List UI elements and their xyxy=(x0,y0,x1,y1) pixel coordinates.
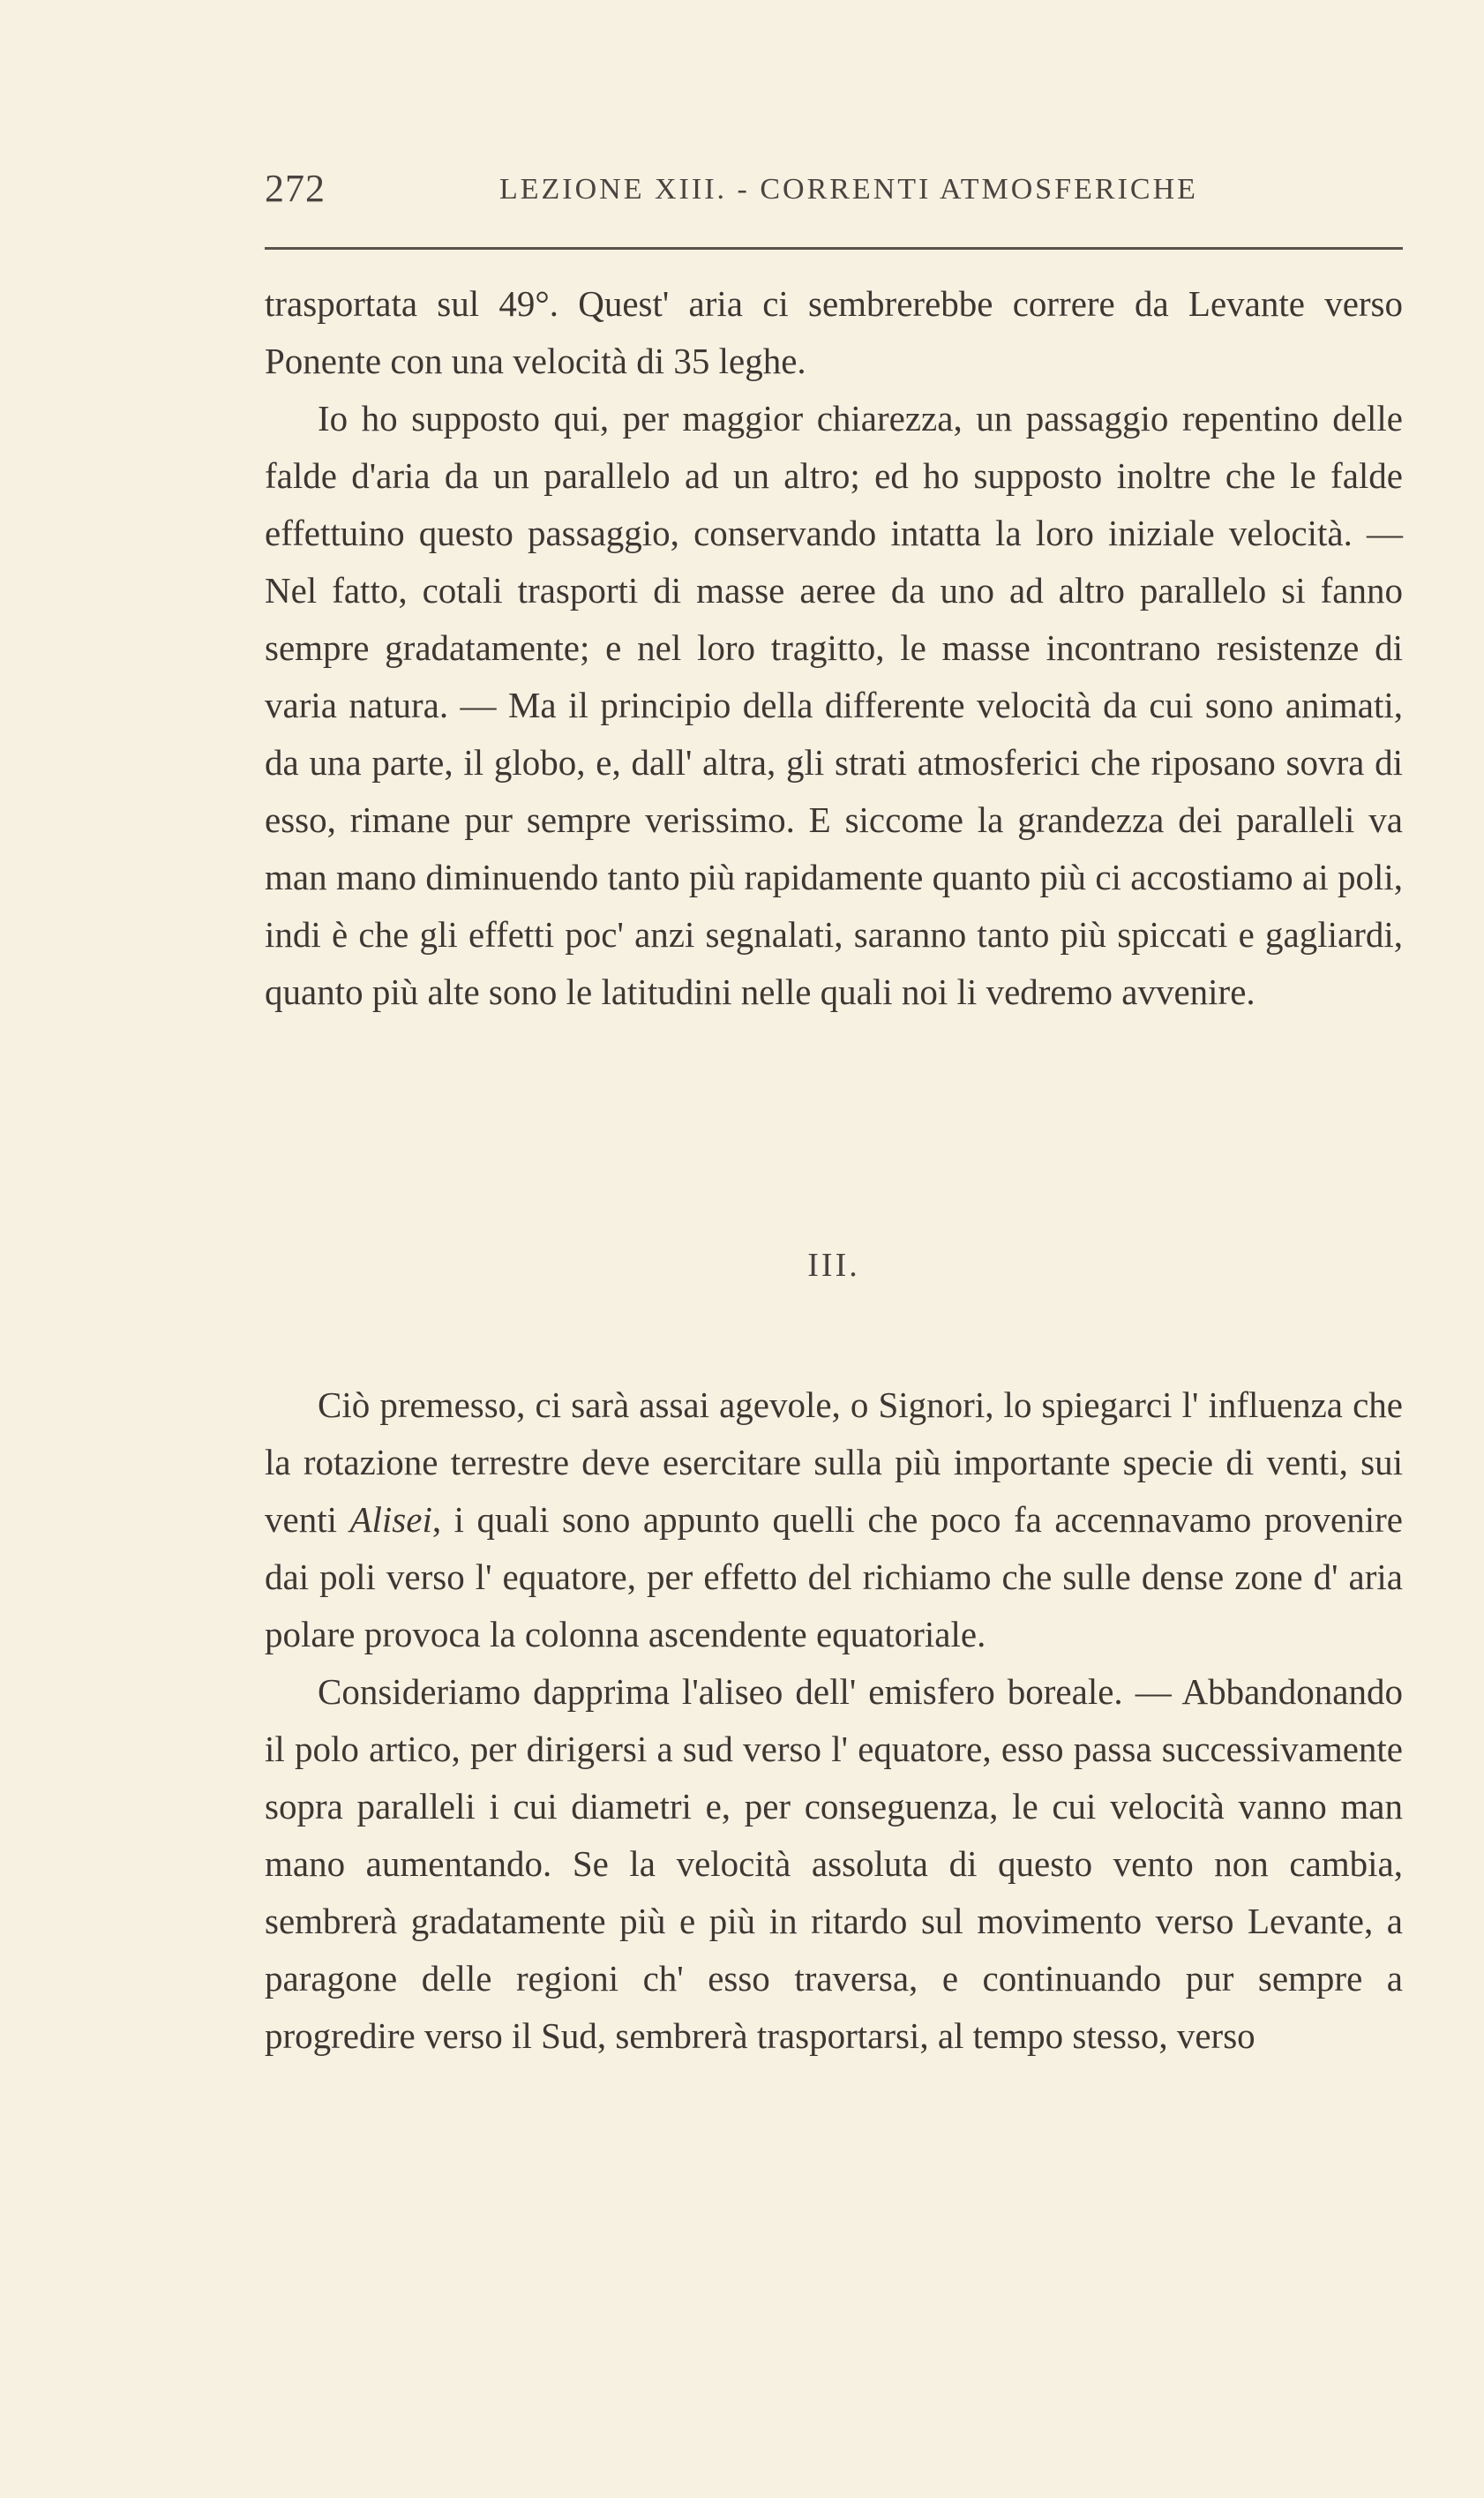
italic-term: Alisei xyxy=(349,1499,432,1540)
text-block-2 xyxy=(265,1377,1403,2065)
paragraph xyxy=(265,1377,1403,1663)
section-heading: III. xyxy=(807,1247,860,1284)
paragraph-text: Ciò premesso, ci sarà assai agevole, o Signori, lo spiegarci l' influenza che la rotazione terrestre deve esercitare sulla più importante specie di venti, sui venti xyxy=(265,1384,1403,1540)
paragraph-continuation: trasportata sul 49°. Quest' aria ci sembrerebbe correre da Levante verso Ponente con una velocità di 35 leghe. xyxy=(265,283,1403,381)
page-header xyxy=(265,166,1403,219)
text-block-1 xyxy=(265,275,1403,1021)
header-rule xyxy=(265,247,1403,250)
paragraph: Io ho supposto qui, per maggior chiarezza, un passaggio repentino delle falde d'aria da un parallelo ad un altro; ed ho supposto inoltre che le falde effettuino questo passaggio, conservando intatta la loro iniziale velocità. — Nel fatto, cotali trasporti di masse aeree da uno ad altro parallelo si fanno sempre gradatamente; e nel loro tragitto, le masse incontrano resistenze di varia natura. — Ma il principio della differente velocità da cui sono animati, da una parte, il globo, e, dall' altra, gli strati atmosferici che riposano sovra di esso, rimane pur sempre verissimo. E siccome la grandezza dei paralleli va man mano diminuendo tanto più rapidamente quanto più ci accostiamo ai poli, indi è che gli effetti poc' anzi segnalati, saranno tanto più spiccati e gagliardi, quanto più alte sono le latitudini nelle quali noi li vedremo avvenire. xyxy=(265,398,1403,1012)
paragraph: Consideriamo dapprima l'aliseo dell' emisfero boreale. — Abbandonando il polo artico, per dirigersi a sud verso l' equatore, esso passa successivamente sopra paralleli i cui diametri e, per conseguenza, le cui velocità vanno man mano aumentando. Se la velocità assoluta di questo vento non cambia, sembrerà gradatamente più e più in ritardo sul movimento verso Levante, a paragone delle regioni ch' esso traversa, e continuando pur sempre a progredire verso il Sud, sembrerà trasportarsi, al tempo stesso, verso xyxy=(265,1671,1403,2056)
running-head: LEZIONE XIII. - CORRENTI ATMOSFERICHE xyxy=(499,173,1198,206)
paragraph-text: , i quali sono appunto quelli che poco fa accennavamo provenire dai poli verso l' equatore, per effetto del richiamo che sulle dense zone d' aria polare provoca la colonna ascendente equatoriale. xyxy=(265,1499,1403,1654)
page-number: 272 xyxy=(265,167,326,210)
